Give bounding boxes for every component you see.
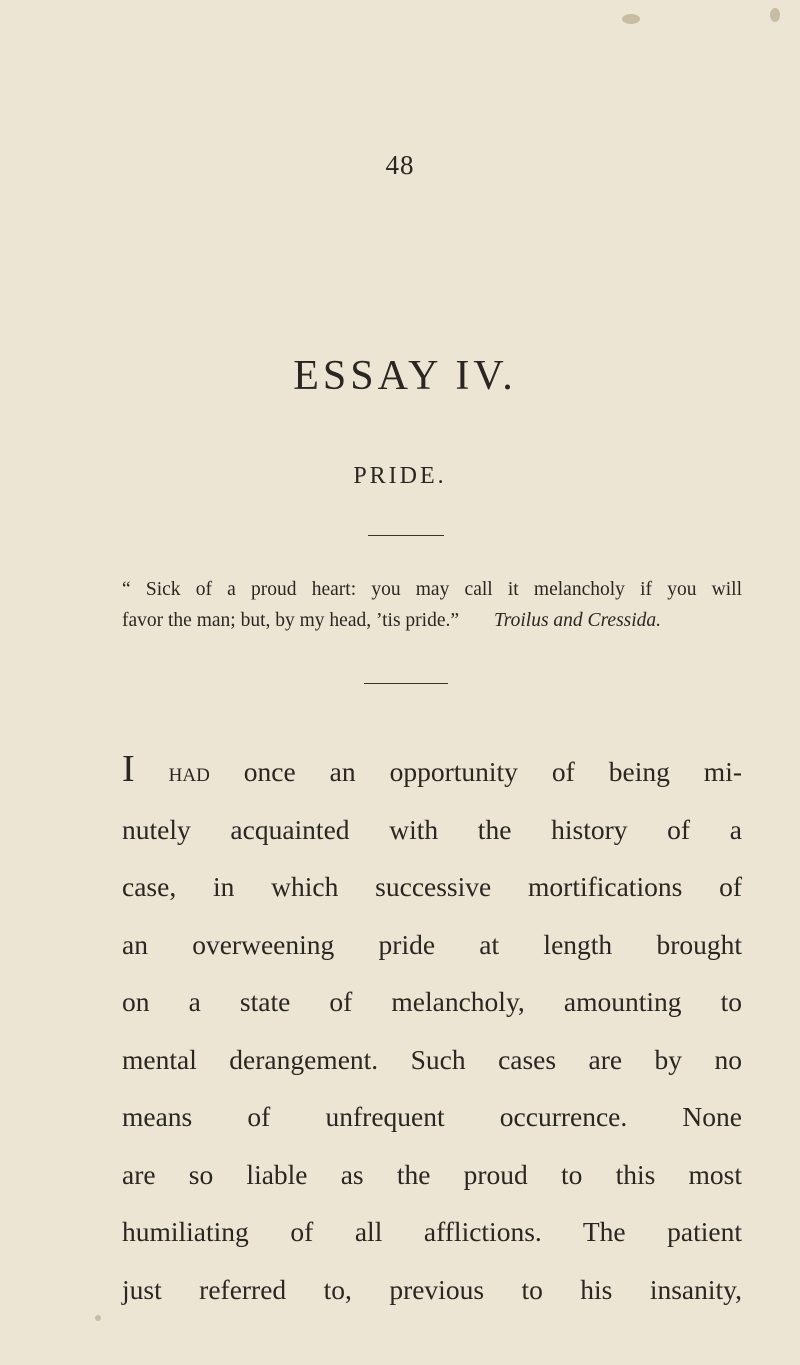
body-line-4: an overweening pride at length brought bbox=[122, 928, 742, 960]
initial-letter: I bbox=[122, 748, 135, 790]
epigraph-source: Troilus and Cressida. bbox=[494, 610, 662, 631]
ornamental-rule-top bbox=[368, 535, 444, 536]
body-text bbox=[122, 743, 742, 1318]
body-line-10: just referred to, previous to his insanity, bbox=[122, 1273, 742, 1305]
essay-subtitle: PRIDE. bbox=[353, 463, 447, 489]
essay-title: ESSAY IV. bbox=[293, 353, 517, 399]
body-line-1-text: once an opportunity of being mi- bbox=[209, 756, 742, 787]
body-line-8: are so liable as the proud to this most bbox=[122, 1158, 742, 1190]
page-number: 48 bbox=[385, 150, 415, 180]
first-word-small-caps: had bbox=[168, 756, 210, 787]
paper-speck bbox=[622, 14, 640, 24]
body-line-5: on a state of melancholy, amounting to bbox=[122, 986, 742, 1017]
body-line-1 bbox=[122, 743, 742, 801]
epigraph-line-2 bbox=[122, 605, 742, 636]
epigraph-quote-end: favor the man; but, by my head, ’tis pride.” bbox=[122, 610, 460, 631]
body-line-3: case, in which successive mortifications of bbox=[122, 871, 742, 902]
paper-speck bbox=[95, 1315, 101, 1321]
body-line-9: humiliating of all afflictions. The patient bbox=[122, 1216, 742, 1247]
body-line-7: means of unfrequent occurrence. None bbox=[122, 1101, 742, 1132]
ornamental-rule-bottom bbox=[364, 683, 448, 684]
epigraph-line-1: “ Sick of a proud heart: you may call it melancholy if you will bbox=[122, 579, 742, 600]
paper-speck bbox=[770, 8, 780, 22]
body-line-2: nutely acquainted with the history of a bbox=[122, 813, 742, 845]
body-line-6: mental derangement. Such cases are by no bbox=[122, 1043, 742, 1075]
